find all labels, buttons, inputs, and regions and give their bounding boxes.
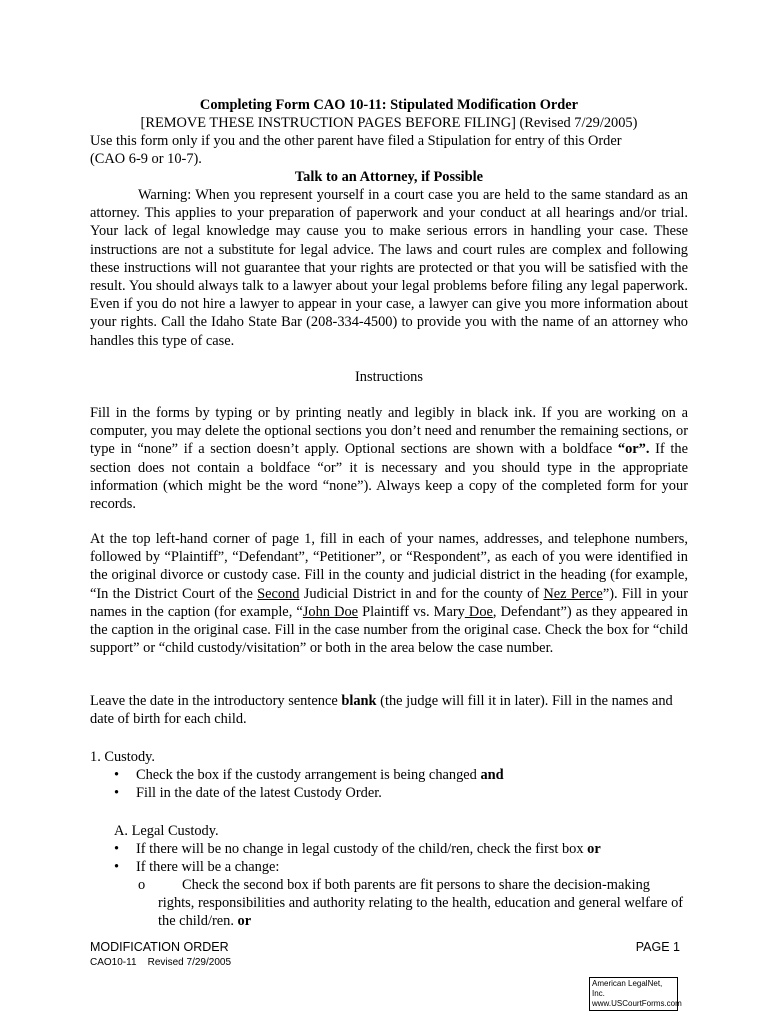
footer-title: MODIFICATION ORDER [90,940,229,954]
top-corner-paragraph [90,530,688,657]
stamp-url: www.USCourtForms.com [592,999,682,1008]
intro-line-1: Use this form only if you and the other parent have filed a Stipulation for entry of this Order [90,133,622,149]
custody-bullet-1-and: and [480,767,504,783]
legal-custody-heading: A. Legal Custody. [114,823,219,839]
top-corner-text-4: Plaintiff vs. Mary [358,603,465,620]
bullet-icon: • [114,841,120,857]
top-corner-text-1: At the top left-hand corner of page 1, fill in each of your names, addresses, and telephone numbers, followed by “Plaintiff”, “Defendant”, “Petitioner”, or “Respondent”, as each of you were identified in the original divorce or custody case. Fill in the county and judicial district in the heading (for example, “In the District Court of the [90,531,688,602]
document-title: Completing Form CAO 10-11: Stipulated Modification Order [199,97,579,113]
legal-bullet-1-or: or [587,841,601,857]
legal-sub-item-or: or [237,913,252,930]
custody-bullet-2-text: Fill in the date of the latest Custody Order. [136,785,382,802]
attorney-heading: Talk to an Attorney, if Possible [294,169,484,185]
bullet-icon: • [114,767,120,783]
date-paragraph [90,692,688,728]
list-item [90,840,688,858]
fill-forms-text-1: Fill in the forms by typing or by printing neatly and legibly in black ink. If you are working on a computer, you may delete the optional sections you don’t need and renumber the remaining sections, or type in “none” if a section doesn’t apply. Optional sections are shown with a boldface [90,405,688,458]
footer-page-number: PAGE 1 [635,940,680,954]
instructions-heading: Instructions [355,369,423,385]
fill-forms-or-bold: “or”. [617,441,650,458]
date-text-1: Leave the date in the introductory sentence [90,693,342,709]
legal-sub-item-text: Check the second box if both parents are fit persons to share the decision-making rights, responsibilities and authority relating to the health, education and general welfare of the child/ren. [158,877,684,930]
example-district: Second [257,585,300,602]
top-corner-text-3: ”). Fill in your names in the caption (for example, “ [90,585,688,620]
warning-paragraph: Warning: When you represent yourself in a court case you are held to the same standard as an attorney. This applies to your preparation of paperwork and your conduct at all hearings and/or trial. Your lack of legal knowledge may cause you to make serious errors in handling your case. These instructions are not a substitute for legal advice. The laws and court rules are complex and following these instructions will not guarantee that your rights are protected or that you will be satisfied with the result. You should always talk to a lawyer about your legal problems before filing any legal paperwork. Even if you do not hire a lawyer to appear in your case, a lawyer can give you more information about your rights. Call the Idaho State Bar (208-334-4500) to provide you with the name of an attorney who handles this type of case. [90,187,688,349]
list-item [90,766,688,784]
publisher-stamp [589,977,682,1011]
legal-custody-bullet-list [90,840,688,876]
example-plaintiff: John Doe [302,603,359,620]
date-text-2: (the judge will fill it in later). Fill in the names and date of birth for each child. [90,693,673,728]
custody-bullet-list [90,766,688,802]
legal-bullet-1-text: If there will be no change in legal custody of the child/ren, check the first box [136,841,588,857]
custody-bullet-1-text: Check the box if the custody arrangement is being changed [136,767,481,783]
top-corner-text-5: , Defendant”) as they appeared in the caption in the original case. Fill in the case number from the original case. Check the box for “child support” or “child custody/visitation” or both in the area below the case number. [90,603,688,657]
document-subtitle: [REMOVE THESE INSTRUCTION PAGES BEFORE FILING] (Revised 7/29/2005) [140,115,638,131]
fill-forms-paragraph [90,404,688,513]
example-county: Nez Perce [543,585,603,602]
footer-form-code: CAO10-11 Revised 7/29/2005 [90,957,232,968]
list-item [90,784,688,802]
legal-bullet-2-text: If there will be a change: [136,859,280,876]
fill-forms-text-2: If the section does not contain a boldface “or” it is necessary and you should type in the appropriate information (which might be the word “none”). Always keep a copy of the completed form for your records. [90,441,688,513]
top-corner-text-2: Judicial District in and for the county of [299,585,544,602]
legal-sub-item [90,876,688,931]
list-item [90,858,688,876]
stamp-company: American LegalNet, Inc. [592,979,663,998]
custody-heading: 1. Custody. [90,749,156,765]
bullet-icon: • [114,859,120,876]
circle-bullet-icon: o [138,877,146,893]
example-defendant: Doe [464,603,493,620]
date-blank-bold: blank [341,693,377,709]
bullet-icon: • [114,785,120,802]
intro-line-2: (CAO 6-9 or 10-7). [90,151,202,167]
